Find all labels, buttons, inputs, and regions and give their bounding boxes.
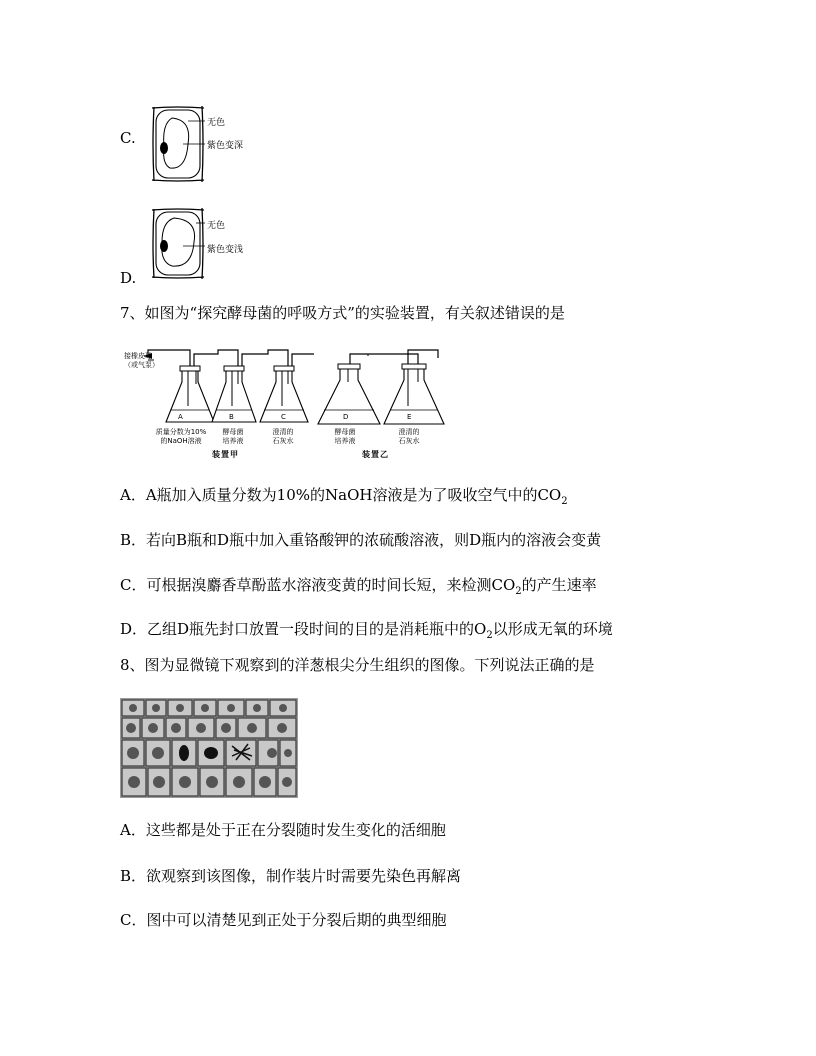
flask-e-contents: 澄清的 石灰水 — [398, 428, 420, 445]
flask-d-contents: 酵母菌 培养液 — [334, 428, 356, 445]
question-7-option-c: C．可根据溴麝香草酚蓝水溶液变黄的时间长短，来检测$CO_2$的产生速率 — [120, 576, 597, 597]
question-8-stem: 8、图为显微镜下观察到的洋葱根尖分生组织的图像。下列说法正确的是 — [120, 656, 595, 674]
flask-letter-c: C — [281, 413, 286, 421]
flask-a-contents: 质量分数为10% 的NaOH溶液 — [155, 428, 207, 445]
flask-letter-b: B — [229, 413, 234, 421]
option-d-letter: D. — [120, 269, 137, 287]
flask-b-contents: 酵母菌 培养液 — [222, 428, 244, 445]
question-7-stem: 7、如图为“探究酵母菌的呼吸方式”的实验装置，有关叙述错误的是 — [120, 304, 565, 322]
question-8-option-c: C．图中可以清楚见到正处于分裂后期的典型细胞 — [120, 911, 447, 929]
label-purple-deeper: 紫色变深 — [207, 141, 244, 151]
question-8-option-b: B．欲观察到该图像，制作装片时需要先染色再解离 — [120, 867, 462, 885]
label-colorless-c: 无色 — [207, 118, 226, 128]
option-c-letter: C. — [120, 129, 136, 147]
setup-yi-label: 装置乙 — [362, 450, 389, 459]
label-colorless-d: 无色 — [207, 221, 226, 231]
question-7-option-a: A．A瓶加入质量分数为10%的NaOH溶液是为了吸收空气中的$CO_2$ — [120, 486, 568, 507]
flask-c-contents: 澄清的 石灰水 — [272, 428, 294, 445]
flask-letter-a: A — [178, 413, 183, 421]
label-purple-lighter: 紫色变浅 — [207, 245, 244, 255]
question-8-option-a: A．这些都是处于正在分裂随时发生变化的活细胞 — [120, 821, 446, 839]
flask-letter-d: D — [343, 413, 349, 421]
flask-letter-e: E — [407, 413, 412, 421]
question-7-option-d: D．乙组D瓶先封口放置一段时间的目的是消耗瓶中的$O_2$以形成无氧的环境 — [120, 620, 613, 641]
pump-label: 接橡皮球 （或气泵） — [124, 352, 159, 369]
onion-root-tip-micrograph — [120, 698, 298, 798]
question-7-option-b: B．若向B瓶和D瓶中加入重铬酸钾的浓硫酸溶液，则D瓶内的溶液会变黄 — [120, 531, 602, 549]
yeast-respiration-apparatus-figure — [118, 344, 448, 466]
setup-jia-label: 装置甲 — [212, 450, 239, 459]
